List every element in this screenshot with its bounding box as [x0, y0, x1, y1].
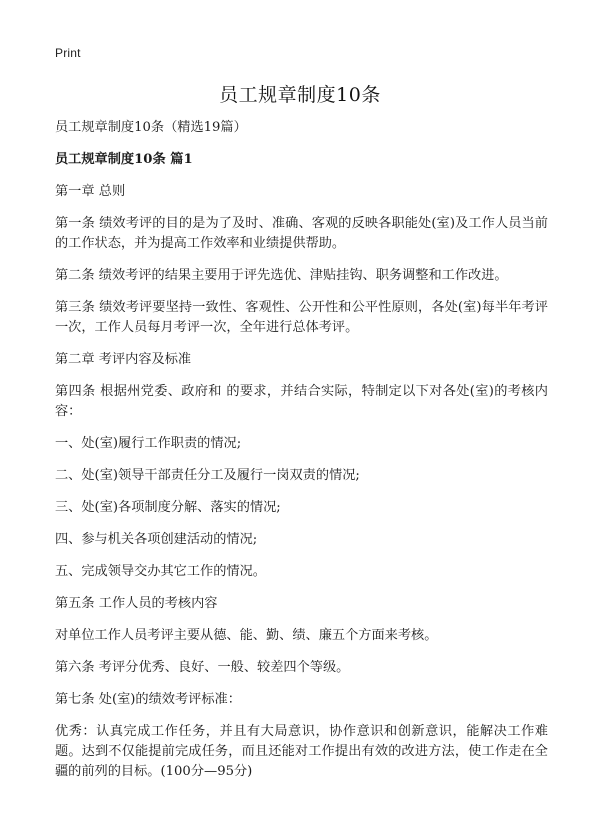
- section-heading: 员工规章制度10条 篇1: [55, 152, 193, 167]
- list-item-2: 二、处(室)领导干部责任分工及履行一岗双责的情况;: [55, 468, 360, 483]
- chapter-heading-1: 第一章 总则: [55, 184, 126, 199]
- article-4: 第四条 根据州党委、政府和 的要求，并结合实际，特制定以下对各处(室)的考核内容：: [55, 384, 548, 419]
- article-5: 第五条 工作人员的考核内容: [55, 596, 218, 611]
- chapter-heading-2: 第二章 考评内容及标准: [55, 352, 192, 367]
- print-label: Print: [55, 46, 81, 60]
- list-item-3: 三、处(室)各项制度分解、落实的情况;: [55, 500, 281, 515]
- article-7: 第七条 处(室)的绩效考评标准：: [55, 692, 241, 707]
- article-3: 第三条 绩效考评要坚持一致性、客观性、公开性和公平性原则，各处(室)每半年考评一次，工作人员每月考评一次，全年进行总体考评。: [55, 300, 548, 335]
- article-5-body: 对单位工作人员考评主要从德、能、勤、绩、廉五个方面来考核。: [55, 628, 438, 643]
- article-1: 第一条 绩效考评的目的是为了及时、准确、客观的反映各职能处(室)及工作人员当前的工作状态，并为提高工作效率和业绩提供帮助。: [55, 216, 548, 251]
- list-item-1: 一、处(室)履行工作职责的情况;: [55, 436, 242, 451]
- list-item-5: 五、完成领导交办其它工作的情况。: [55, 564, 266, 579]
- subtitle-paragraph: 员工规章制度10条（精选19篇）: [55, 120, 247, 135]
- document-title: 员工规章制度10条: [219, 84, 381, 106]
- document-body: [55, 118, 548, 794]
- article-2: 第二条 绩效考评的结果主要用于评先选优、津贴挂钩、职务调整和工作改进。: [55, 268, 508, 283]
- article-6: 第六条 考评分优秀、良好、一般、较差四个等级。: [55, 660, 350, 675]
- excellent-criteria: 优秀：认真完成工作任务，并且有大局意识，协作意识和创新意识，能解决工作难题。达到不仅能提前完成任务，而且还能对工作提出有效的改进方法，使工作走在全疆的前列的目标。(100分—95分): [55, 724, 548, 779]
- list-item-4: 四、参与机关各项创建活动的情况;: [55, 532, 258, 547]
